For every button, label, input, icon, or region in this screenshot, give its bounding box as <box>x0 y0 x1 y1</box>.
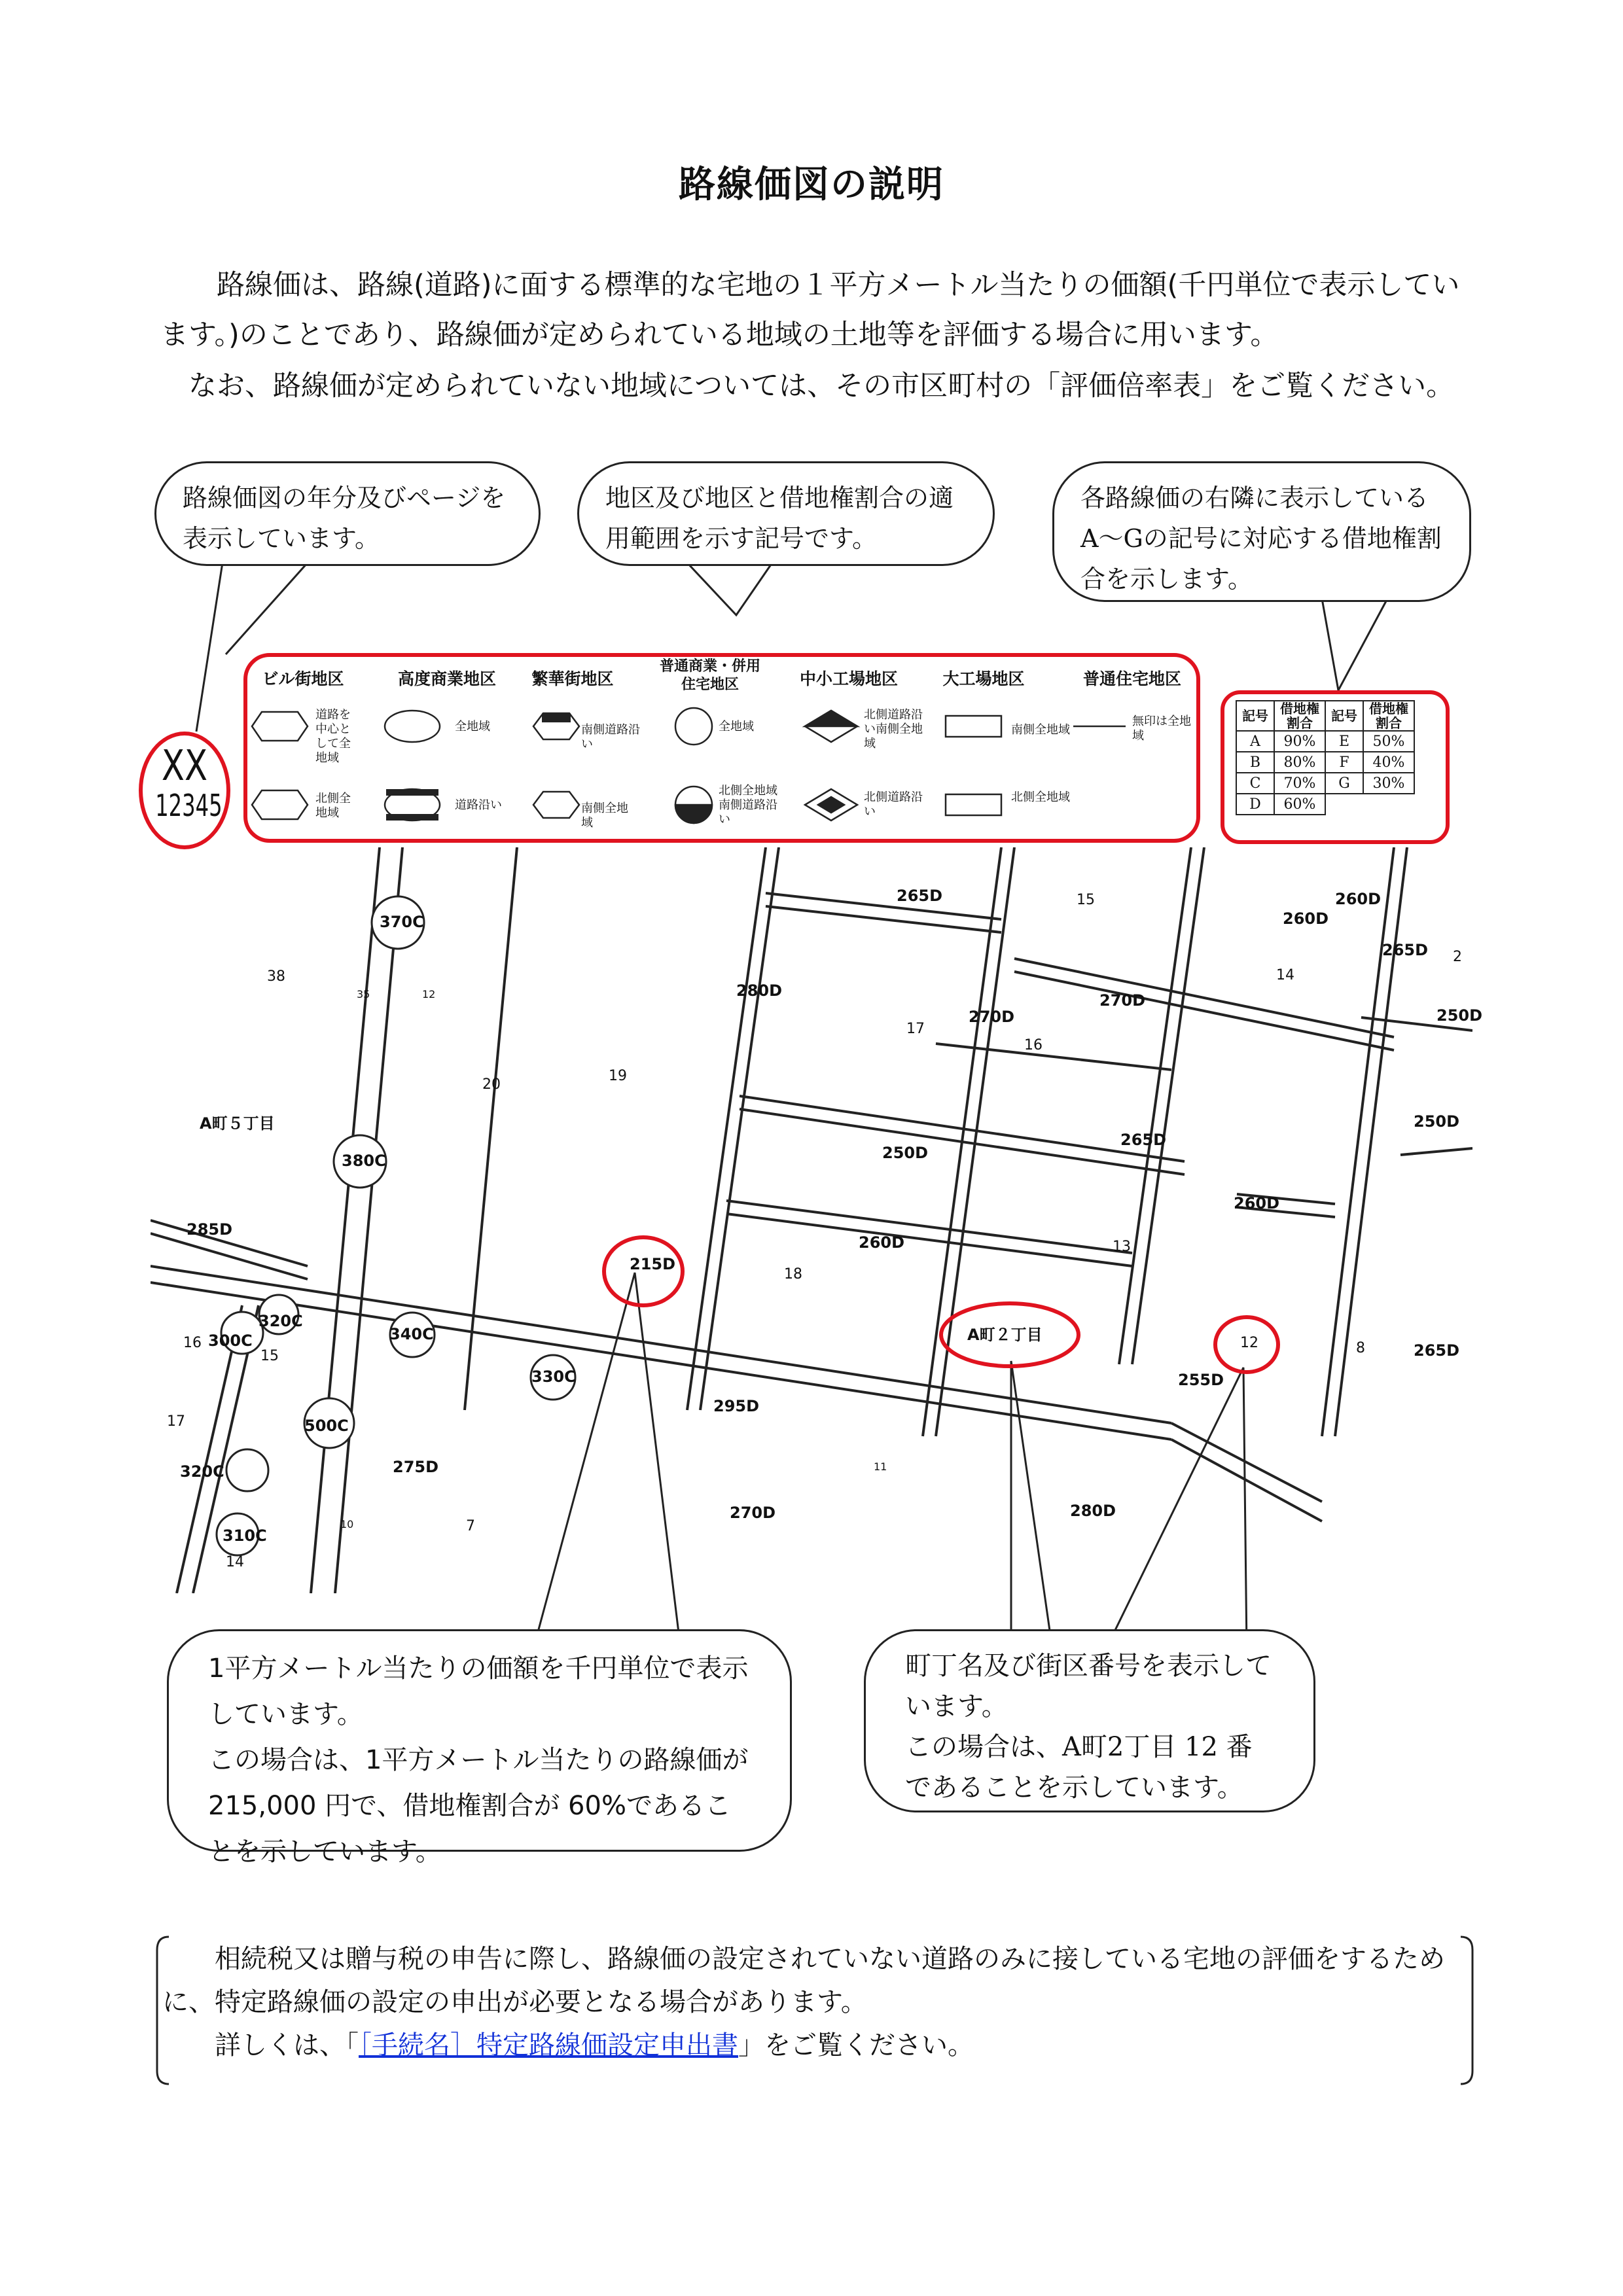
road-price: 370C <box>380 913 424 931</box>
legend-header: ビル街地区 <box>262 669 344 688</box>
road-price: 265D <box>1120 1131 1167 1149</box>
callout-price-line2: この場合は、1平方メートル当たりの路線価が215,000 円で、借地権割合が 60%であることを示しています。 <box>208 1745 749 1867</box>
page-marker-year: XX <box>161 742 208 790</box>
ratio-cell: 40% <box>1363 752 1414 773</box>
road-price: 295D <box>713 1397 760 1415</box>
road-price: 320C <box>259 1312 303 1330</box>
road-price: 280D <box>736 981 783 1000</box>
road-price: 500C <box>304 1417 349 1435</box>
road-price: 340C <box>389 1325 434 1343</box>
ratio-cell: 70% <box>1274 773 1325 794</box>
legend-note: 南側全地域 <box>1011 723 1070 737</box>
legend-note: 全地域 <box>455 720 490 733</box>
ratio-cell: E <box>1325 731 1363 752</box>
road-price: 260D <box>859 1233 905 1252</box>
block-number: 16 <box>1024 1037 1043 1053</box>
ratio-cell: 50% <box>1363 731 1414 752</box>
callout-town-line1: 町丁名及び街区番号を表示しています。 <box>905 1651 1272 1722</box>
block-number: 19 <box>609 1068 627 1084</box>
ratio-header: 借地権割合 <box>1363 701 1414 731</box>
legend-header: 普通住宅地区 <box>1082 669 1181 688</box>
ratio-cell: 80% <box>1274 752 1325 773</box>
road-price: 270D <box>1099 991 1146 1010</box>
legend-header: 普通商業・併用住宅地区 <box>659 658 760 693</box>
ratio-cell: F <box>1325 752 1363 773</box>
map-tick: 35 <box>357 988 370 1000</box>
road-price: 250D <box>1414 1112 1460 1131</box>
legend-note: 無印は全地域 <box>1132 715 1191 743</box>
road-price: 320C <box>180 1462 224 1481</box>
callout-district-text: 地区及び地区と借地権割合の適用範囲を示す記号です。 <box>605 484 954 553</box>
note-line1: 相続税又は贈与税の申告に際し、路線価の設定されていない道路のみに接している宅地の評価をするために、特定路線価の設定の申出が必要となる場合があります。 <box>162 1944 1445 2017</box>
legend-note: 道路を中心として全地域 <box>315 708 351 765</box>
legend-note: 南側道路沿い <box>581 723 640 751</box>
road-price: 215D <box>630 1255 676 1273</box>
block-number: 13 <box>1113 1239 1131 1255</box>
legend-header: 高度商業地区 <box>397 669 496 688</box>
road-price: 250D <box>882 1144 929 1162</box>
road-price: 260D <box>1234 1194 1280 1212</box>
road-price: 260D <box>1283 910 1329 928</box>
note-box <box>156 1934 1471 2064</box>
block-number: 2 <box>1453 949 1462 965</box>
road-price: 275D <box>393 1458 439 1476</box>
town-label: A町５丁目 <box>200 1114 275 1133</box>
road-price: 270D <box>730 1504 776 1522</box>
road-price: 300C <box>208 1332 253 1350</box>
block-number: 14 <box>226 1554 244 1570</box>
road-price: 380C <box>342 1152 386 1170</box>
intro-paragraph-1: 路線価は、路線(道路)に面する標準的な宅地の１平方メートル当たりの価額(千円単位で表示しています。)のことであり、路線価が定められている地域の土地等を評価する場合に用います。 <box>160 269 1460 351</box>
block-number: 15 <box>1077 892 1095 908</box>
road-price: 265D <box>1414 1341 1460 1360</box>
legend-header: 大工場地区 <box>942 669 1025 688</box>
ratio-cell: 60% <box>1274 794 1325 815</box>
note-prefix: 詳しくは、「 <box>215 2030 359 2060</box>
ratio-cell: B <box>1236 752 1274 773</box>
road-price: 265D <box>1382 941 1429 959</box>
town-label: A町２丁目 <box>967 1326 1043 1344</box>
block-number: 7 <box>466 1518 475 1534</box>
road-price: 310C <box>223 1527 267 1545</box>
ratio-cell: 30% <box>1363 773 1414 794</box>
ratio-cell: C <box>1236 773 1274 794</box>
road-price: 260D <box>1335 890 1382 908</box>
legend-note: 全地域 <box>719 720 754 733</box>
legend-note: 北側全地域 <box>315 792 351 820</box>
block-number: 17 <box>906 1021 925 1037</box>
road-price: 270D <box>969 1008 1015 1026</box>
legend-header: 繁華街地区 <box>531 669 614 688</box>
block-number: 16 <box>183 1335 202 1351</box>
block-number: 8 <box>1356 1340 1365 1356</box>
intro-paragraph-2: なお、路線価が定められていない地域については、その市区町村の「評価倍率表」をご覧ください。 <box>188 370 1455 402</box>
map-tick: 11 <box>874 1460 887 1473</box>
callout-ratio-text: 各路線価の右隣に表示しているA～Gの記号に対応する借地権割合を示します。 <box>1080 484 1442 593</box>
ratio-header: 記号 <box>1325 701 1363 731</box>
block-number: 38 <box>267 968 285 985</box>
legend-note: 道路沿い <box>455 798 502 812</box>
road-price: 250D <box>1436 1006 1483 1025</box>
block-number: 18 <box>784 1266 802 1282</box>
legend-note: 北側全地域南側道路沿い <box>719 784 777 826</box>
road-price: 280D <box>1070 1502 1116 1520</box>
legend-header: 中小工場地区 <box>800 669 899 688</box>
ratio-header: 記号 <box>1236 701 1274 731</box>
ratio-header: 借地権割合 <box>1274 701 1325 731</box>
block-number: 15 <box>260 1348 279 1364</box>
road-price: 265D <box>897 887 943 905</box>
legend-note: 北側道路沿い南側全地域 <box>864 708 923 751</box>
map-tick: 12 <box>422 988 436 1000</box>
block-number: 12 <box>1240 1335 1258 1351</box>
note-suffix: 」をご覧ください。 <box>738 2030 974 2060</box>
page-marker-page: 12345 <box>155 788 223 823</box>
legend-note: 北側全地域 <box>1011 790 1070 804</box>
callout-town-line2: この場合は、A町2丁目 12 番であることを示しています。 <box>905 1732 1253 1803</box>
block-number: 17 <box>167 1413 185 1430</box>
ratio-cell: 90% <box>1274 731 1325 752</box>
page-title: 路線価図の説明 <box>679 164 944 206</box>
road-price: 330C <box>531 1368 576 1386</box>
map-tick: 10 <box>340 1518 354 1530</box>
block-number: 14 <box>1276 967 1294 983</box>
road-price: 255D <box>1178 1371 1224 1389</box>
callout-price-line1: 1平方メートル当たりの価額を千円単位で表示しています。 <box>208 1653 749 1729</box>
ratio-cell: A <box>1236 731 1274 752</box>
note-line2 <box>162 2024 1471 2067</box>
procedure-link[interactable]: ［手続名］特定路線価設定申出書 <box>359 2030 738 2060</box>
legend-note: 北側道路沿い <box>864 790 923 819</box>
road-price: 285D <box>187 1220 233 1239</box>
legend-note: 南側全地域 <box>581 802 628 830</box>
ratio-cell: D <box>1236 794 1274 815</box>
block-number: 20 <box>482 1076 501 1093</box>
callout-year-page-text: 路線価図の年分及びページを表示しています。 <box>183 484 506 553</box>
ratio-cell: G <box>1325 773 1363 794</box>
